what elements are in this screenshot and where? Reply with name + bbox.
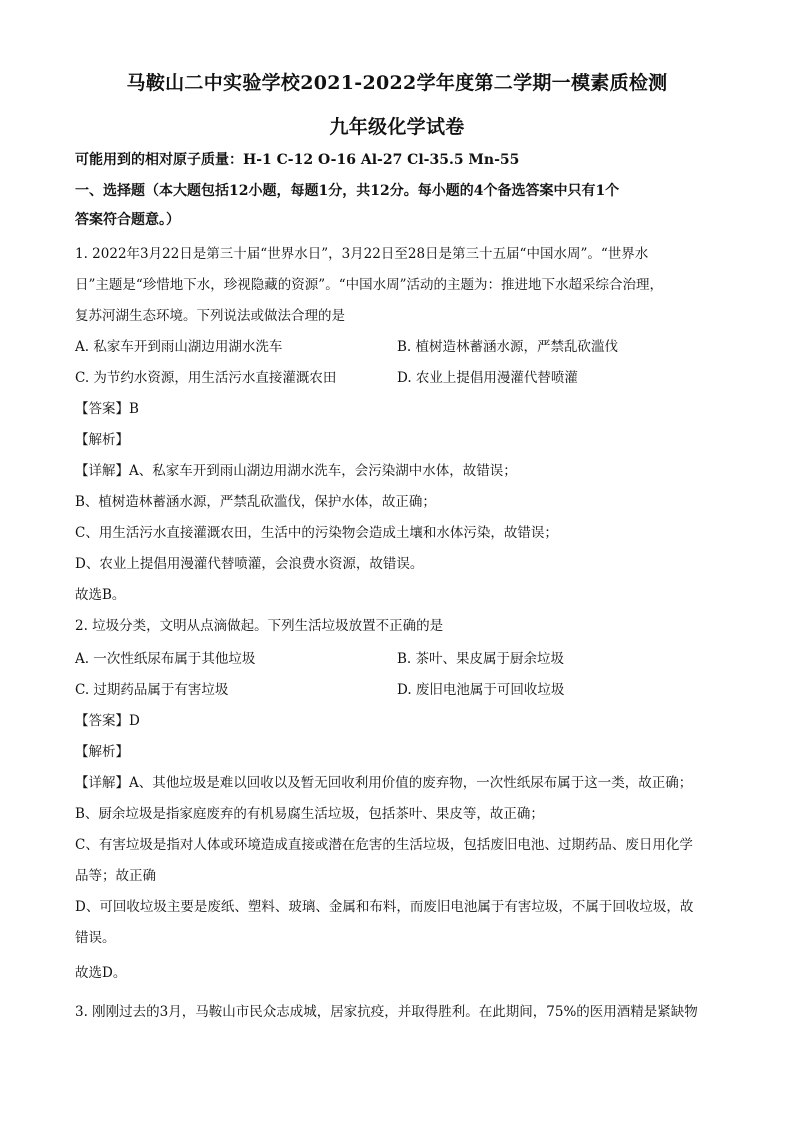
q1-detail-2: B、植树造林蓄涵水源，严禁乱砍滥伐，保护水体，故正确；	[75, 494, 436, 510]
section-heading-line1: 一、选择题（本大题包括12小题，每题1分，共12分。每小题的4个备选答案中只有1个	[75, 183, 620, 199]
q2-detail-4b: 错误。	[75, 930, 116, 946]
q2-detail-2: B、厨余垃圾是指家庭废弃的有机易腐生活垃圾，包括茶叶、果皮等，故正确；	[75, 806, 544, 822]
q1-option-c: C. 为节约水资源，用生活污水直接灌溉农田	[75, 370, 337, 386]
q1-detail-4: D、农业上提倡用漫灌代替喷灌，会浪费水资源，故错误。	[75, 556, 424, 572]
q1-stem-line3: 复苏河湖生态环境。下列说法或做法合理的是	[75, 308, 345, 324]
q1-detail-3: C、用生活污水直接灌溉农田，生活中的污染物会造成土壤和水体污染，故错误；	[75, 525, 558, 541]
q2-option-c: C. 过期药品属于有害垃圾	[75, 682, 229, 698]
q1-stem-line1: 1. 2022年3月22日是第三十届“世界水日”，3月22日至28日是第三十五届“中国水周”。“世界水	[75, 246, 649, 262]
q2-option-a: A. 一次性纸尿布属于其他垃圾	[75, 651, 256, 667]
q2-analysis-label: 【解析】	[75, 744, 129, 760]
q2-stem-line1: 2. 垃圾分类，文明从点滴做起。下列生活垃圾放置不正确的是	[75, 618, 444, 634]
q1-answer: 【答案】B	[75, 401, 139, 417]
q2-detail-4a: D、可回收垃圾主要是废纸、塑料、玻璃、金属和布料，而废旧电池属于有害垃圾，不属于回收垃圾，故	[75, 899, 694, 915]
q1-stem-line2: 日”主题是“珍惜地下水，珍视隐藏的资源”。“中国水周”活动的主题为：推进地下水超采综合治理，	[75, 277, 664, 293]
q2-detail-1: 【详解】A、其他垃圾是难以回收以及暂无回收利用价值的废弃物，一次性纸尿布属于这一类，故正确；	[75, 775, 693, 791]
q1-detail-1: 【详解】A、私家车开到雨山湖边用湖水洗车，会污染湖中水体，故错误；	[75, 463, 517, 479]
q1-option-d: D. 农业上提倡用漫灌代替喷灌	[397, 370, 578, 386]
q1-option-b: B. 植树造林蓄涵水源，严禁乱砍滥伐	[397, 339, 619, 355]
q2-option-b: B. 茶叶、果皮属于厨余垃圾	[397, 651, 565, 667]
q2-conclusion: 故选D。	[75, 965, 127, 981]
q3-stem-line1: 3. 刚刚过去的3月，马鞍山市民众志成城，居家抗疫，并取得胜利。在此期间，75%的医用酒精是紧缺物	[75, 1004, 698, 1020]
q1-option-a: A. 私家车开到雨山湖边用湖水洗车	[75, 339, 283, 355]
q1-conclusion: 故选B。	[75, 587, 126, 603]
q2-detail-3a: C、有害垃圾是指对人体或环境造成直接或潜在危害的生活垃圾，包括废旧电池、过期药品、废日用化学	[75, 837, 693, 853]
atomic-mass-line: 可能用到的相对原子质量：H-1 C-12 O-16 Al-27 Cl-35.5 Mn-55	[75, 152, 520, 168]
q2-answer: 【答案】D	[75, 713, 140, 729]
q1-analysis-label: 【解析】	[75, 432, 129, 448]
q2-option-d: D. 废旧电池属于可回收垃圾	[397, 682, 565, 698]
q2-detail-3b: 品等；故正确	[75, 868, 156, 884]
exam-subtitle: 九年级化学试卷	[329, 116, 465, 138]
exam-title: 马鞍山二中实验学校2021-2022学年度第二学期一模素质检测	[126, 72, 668, 94]
section-heading-line2: 答案符合题意。）	[75, 212, 180, 228]
